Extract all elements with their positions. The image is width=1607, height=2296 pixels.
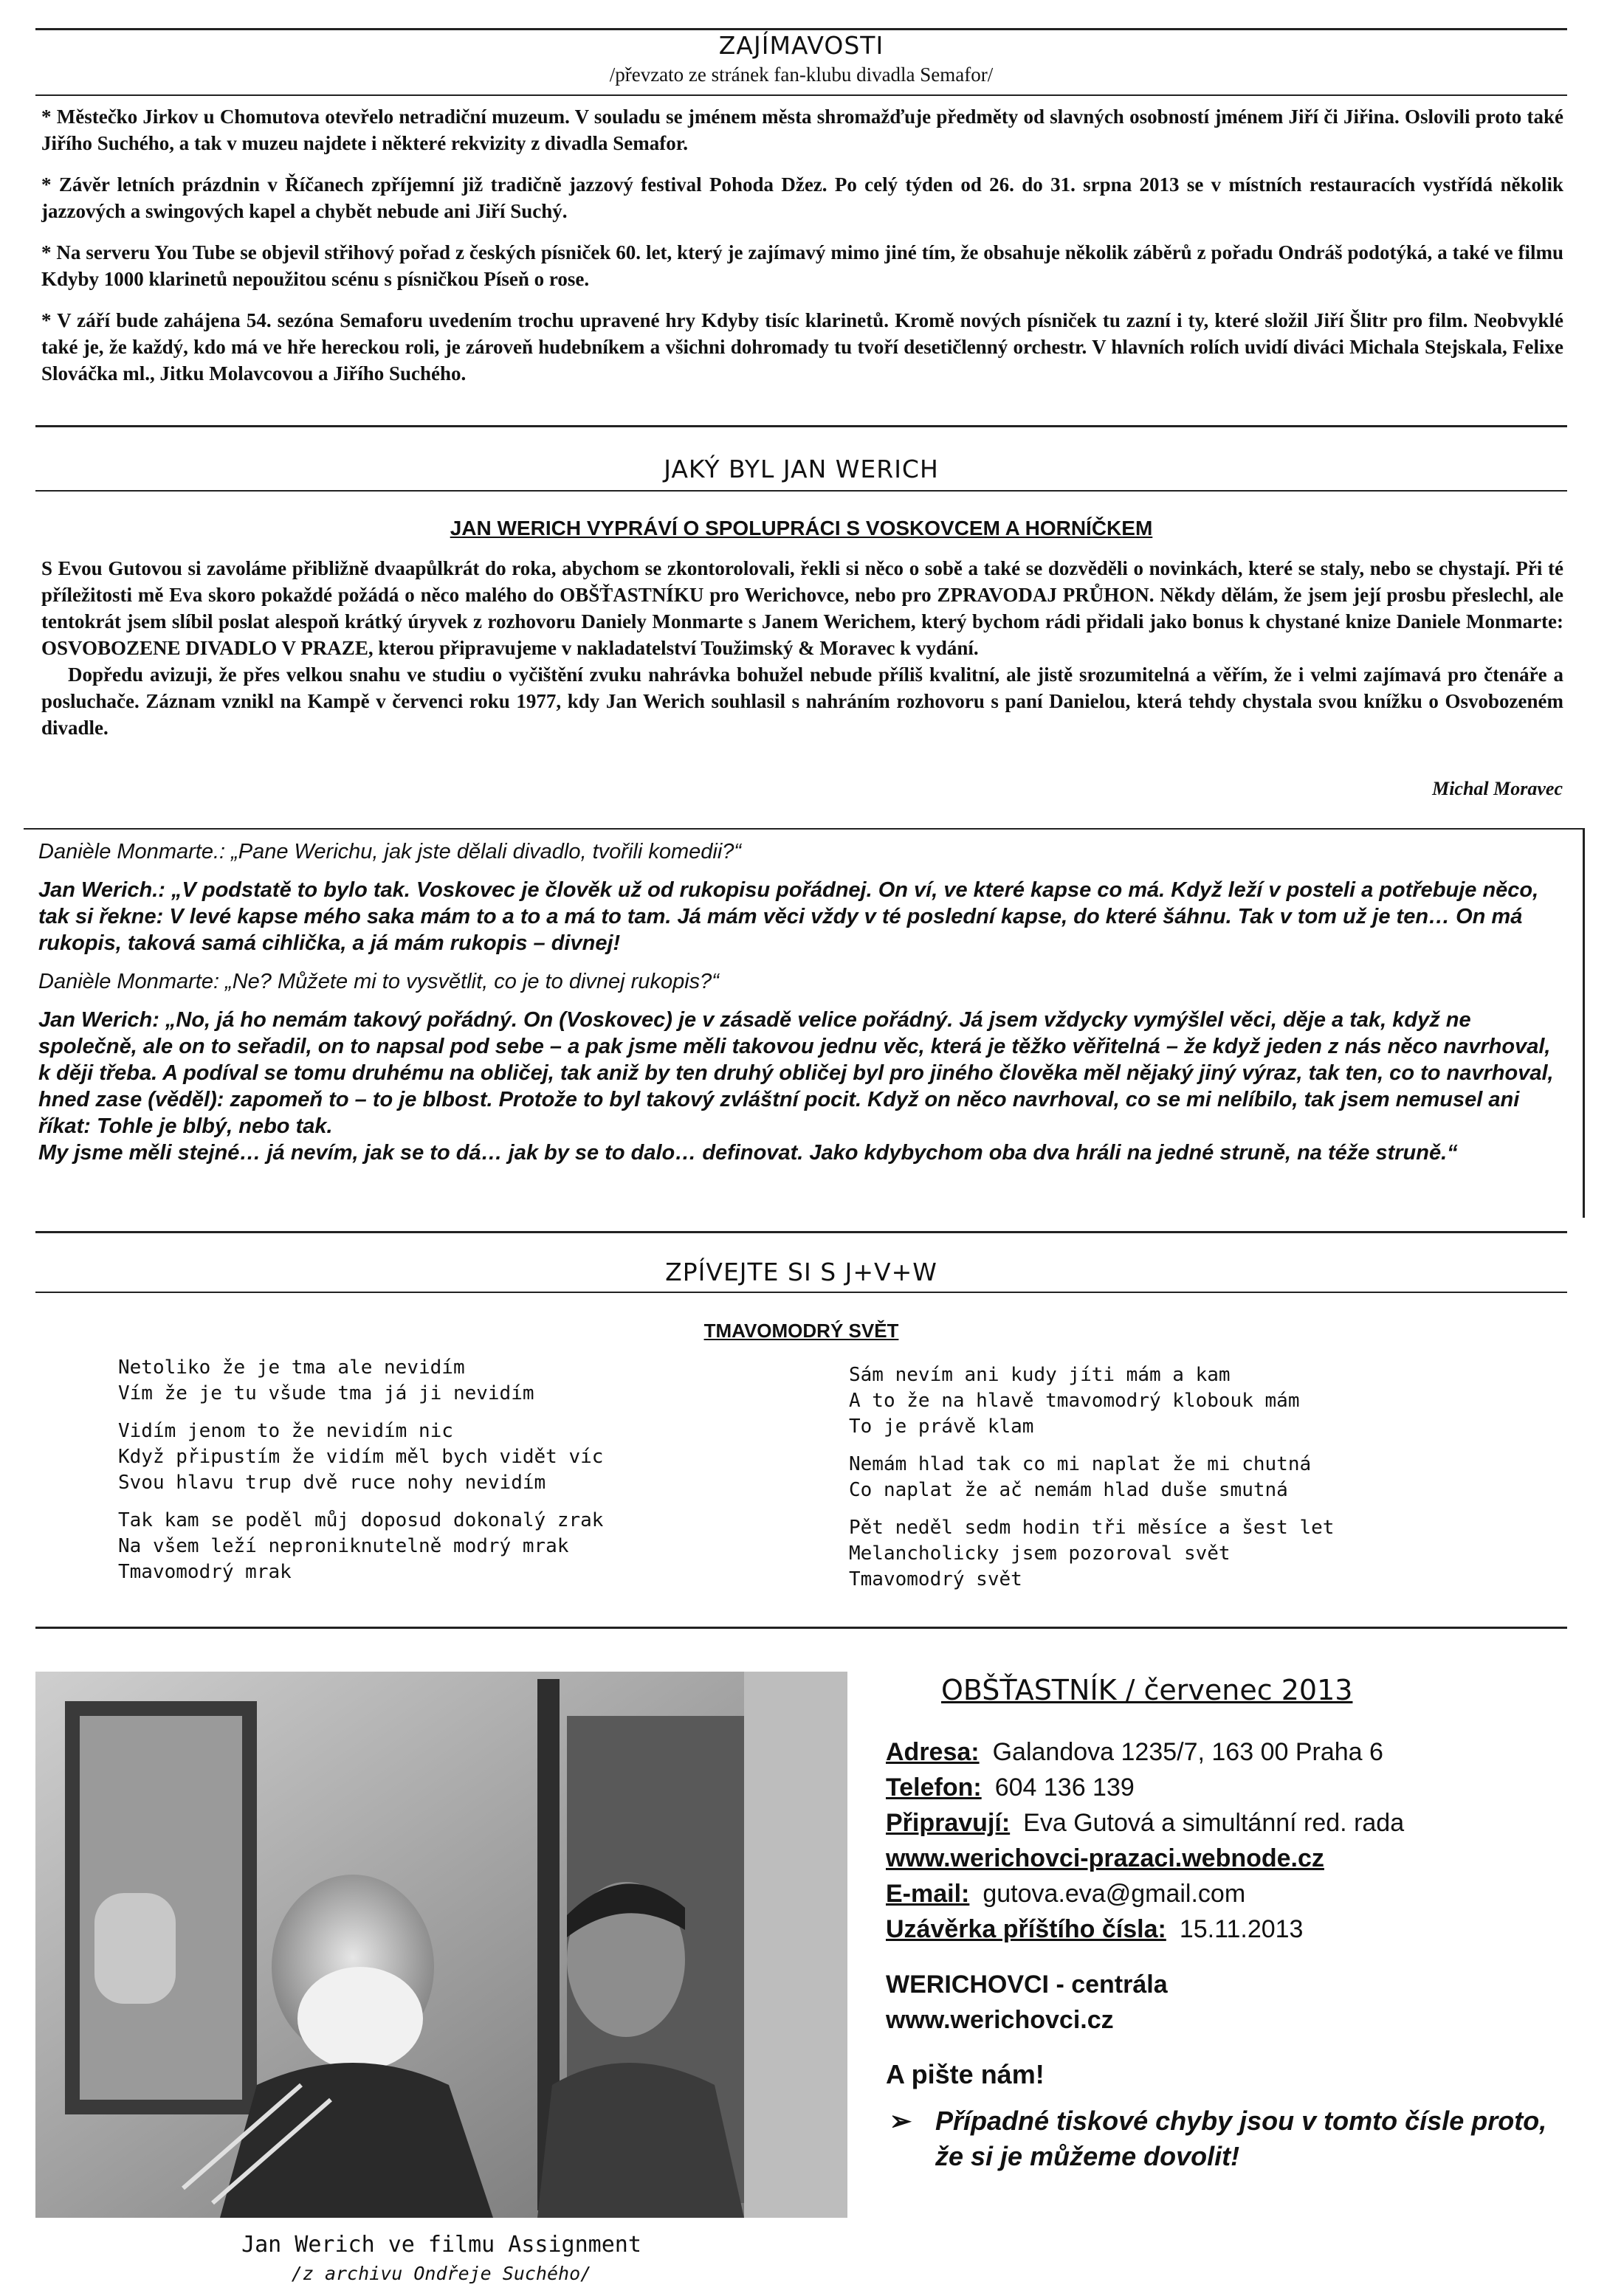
news-item: * Na serveru You Tube se objevil střihový pořad z českých písniček 60. let, který je zajímavý mimo jiné tím, že obsahuje několik záběrů z pořadu Ondráš podotýká, a také ve filmu Kdyby 1000 klarinetů nepoužitou scénu s písničkou Píseň o rose. <box>41 241 1563 290</box>
article-paragraph: Dopředu avizuji, že přes velkou snahu ve studiu o vyčištění zvuku nahrávka bohužel nebude příliš kvalitní, ale jistě srozumitelná a věřím, že i velmi zajímavá pro čtenáře a posluchače. Záznam vznikl na Kampě v červenci roku 1977, kdy Jan Werich souhlasil s nahráním rozhovoru s paní Danielou, která tehdy chystala svou knížku o Osvobozeném divadle. <box>41 663 1563 739</box>
song-stanza <box>118 1508 603 1585</box>
interview-question: Danièle Monmarte: „Ne? Můžete mi to vysvětlit, co je to divnej rukopis?“ <box>38 970 719 993</box>
song-line: Melancholicky jsem pozoroval svět <box>849 1542 1231 1565</box>
prepare-value: Eva Gutová a simultánní red. rada <box>1023 1809 1405 1837</box>
central-name: WERICHOVCI - centrála <box>886 1971 1168 1999</box>
song-right-column <box>849 1362 1334 1604</box>
email-row <box>886 1876 1565 1911</box>
section-rule <box>35 425 1567 427</box>
photo-caption: Jan Werich ve filmu Assignment <box>241 2232 641 2258</box>
song-line: Pět neděl sedm hodin tři měsíce a šest let <box>849 1517 1335 1539</box>
phone-row <box>886 1770 1565 1805</box>
interview-box <box>24 828 1585 1218</box>
song-stanza <box>118 1418 603 1496</box>
song-line: Vím že je tu všude tma já ji nevidím <box>118 1382 534 1404</box>
song-line: Tmavomodrý mrak <box>118 1561 292 1583</box>
article-body <box>41 555 1563 741</box>
top-rule <box>35 28 1567 30</box>
song-line: Na všem leží neproniknutelně modrý mrak <box>118 1535 569 1557</box>
song-line: To je právě klam <box>849 1416 1034 1438</box>
news-item: * V září bude zahájena 54. sezóna Semaforu uvedením trochu upravené hry Kdyby tisíc klarinetů. Kromě nových písniček tu zazní i ty, které složil Jiří Šlitr pro film. Neobvyklé také je, že každý, kdo má ve hře hereckou roli, je zároveň hudebníkem a všichni dohromady tu tvoří desetičlenný orchestr. V hlavních rolích uvidí diváci Michala Stejskala, Felixe Slováčka ml., Jitku Molavcovou a Jiřího Suchého. <box>41 309 1563 385</box>
song-line: Svou hlavu trup dvě ruce nohy nevidím <box>118 1472 546 1494</box>
contact-info <box>886 1734 1565 1947</box>
song-line: Sám nevím ani kudy jíti mám a kam <box>849 1364 1231 1386</box>
deadline-label: Uzávěrka příštího čísla: <box>886 1915 1166 1943</box>
song-stanza <box>849 1515 1334 1593</box>
deadline-value: 15.11.2013 <box>1179 1915 1304 1943</box>
section-rule <box>35 1627 1567 1629</box>
song-line: Co naplat že ač nemám hlad duše smutná <box>849 1479 1288 1501</box>
masthead-title: OBŠŤASTNÍK / červenec 2013 <box>941 1674 1353 1706</box>
typo-note <box>889 2103 1554 2174</box>
news-item: * Závěr letních prázdnin v Říčanech zpříjemní již tradičně jazzový festival Pohoda Džez. Po celý týden od 26. do 31. srpna 2013 se v místních restauracích vystřídá několik jazzových a swingových kapel a chybět nebude ani Jiří Suchý. <box>41 173 1563 222</box>
song-stanza <box>849 1452 1334 1503</box>
song-line: Nemám hlad tak co mi naplat že mi chutná <box>849 1453 1312 1475</box>
email-value[interactable]: gutova.eva@gmail.com <box>983 1880 1246 1908</box>
song-left-column <box>118 1355 603 1597</box>
interview-answer: Jan Werich.: „V podstatě to bylo tak. Voskovec je člověk už od rukopisu pořádnej. On ví, ve které kapse co má. Když leží v posteli a potřebuje něco, tak si řekne: V levé kapse mého saka mám to a to a má to tam. Já mám věci vždy v té poslední kapse, do které šáhnu. Tak v tom už je ten… On má rukopis, taková samá cihlička, a já mám rukopis – divnej! <box>38 878 1539 955</box>
central-info <box>886 1967 1168 2038</box>
song-line: Tmavomodrý svět <box>849 1568 1022 1590</box>
write-us-text: A pište nám! <box>886 2059 1045 2089</box>
song-line: Když připustím že vidím měl bych vidět víc <box>118 1446 604 1468</box>
interview-answer: Jan Werich: „No, já ho nemám takový pořádný. On (Voskovec) je v zásadě velice pořádný. Já jsem vždycky vymýšlel věci, děje a tak, když ne společně, ale on to seřadil, on to napsal pod sebe – a pak jsme měli takovou jednu věc, která je těžko věřitelná – že když jeden z nás něco navrhoval, k ději třeba. A podíval se tomu druhému na obličej, tak aniž by ten druhý obličej byl pro jiného člověka měl nějaký jiný výraz, tak ten, co to navrhoval, hned zase (věděl): zapomeň to – to je blbost. Protože to byl takový zvláštní pocit. Když on něco navrhoval, co se mi nelíbilo, tak jsem nemusel ani říkat: Tohle je blbý, nebo tak. My jsme měli stejné… já nevím, jak se to dá… jak by se to dalo… definovat. Jako kdybychom oba dva hráli na jedné struně, na téže struně.“ <box>38 1008 1554 1165</box>
article-subheading: JAN WERICH VYPRÁVÍ O SPOLUPRÁCI S VOSKOVCEM A HORNÍČKEM <box>450 517 1153 539</box>
zajimavosti-items <box>41 103 1563 401</box>
prepare-label: Připravují: <box>886 1809 1011 1837</box>
article-paragraph: S Evou Gutovou si zavoláme přibližně dvaapůlkrát do roka, abychom se zkontorolovali, řekli si něco o sobě a také se dozvěděli o novinkách, které se staly, nebo se chystají. Při té příležitosti mě Eva skoro pokaždé požádá o něco malého do OBŠŤASTNÍKU pro Werichovce, nebo pro ZPRAVODAJ PRŮHON. Někdy dělám, že jsem její prosbu přeslechl, ale tentokrát jsem slíbil poslat alespoň krátký úryvek z rozhovoru Daniely Monmarte s Janem Werichem, který bychom rádi přidali jako bonus k chystané knize Daniele Monmarte: OSVOBOZENE DIVADLO V PRAZE, kterou připravujeme v nakladatelství Toužimský & Moravec k vydání. <box>41 557 1563 659</box>
subtitle-rule <box>35 94 1567 96</box>
article-author: Michal Moravec <box>1432 778 1563 799</box>
news-item: * Městečko Jirkov u Chomutova otevřelo netradiční muzeum. V souladu se jménem města shromažďuje předměty od slavných osobností jménem Jiří či Jiřina. Oslovili proto také Jiřího Suchého, a tak v muzeu najdete i některé rekvizity z divadla Semafor. <box>41 106 1563 154</box>
address-row <box>886 1734 1565 1770</box>
photo-illustration <box>35 1672 847 2218</box>
song-stanza <box>849 1362 1334 1440</box>
address-value: Galandova 1235/7, 163 00 Praha 6 <box>992 1738 1383 1766</box>
address-label: Adresa: <box>886 1738 980 1766</box>
deadline-row <box>886 1911 1565 1947</box>
central-web[interactable]: www.werichovci.cz <box>886 2006 1114 2034</box>
section-title-song: ZPÍVEJTE SI S J+V+W <box>665 1258 937 1286</box>
section-title-zajimavosti: ZAJÍMAVOSTI <box>718 31 884 60</box>
phone-label: Telefon: <box>886 1773 982 1802</box>
song-line: Tak kam se poděl můj doposud dokonalý zrak <box>118 1509 604 1531</box>
photo-credit: /z archivu Ondřeje Suchého/ <box>291 2263 592 2284</box>
section-rule <box>35 1231 1567 1233</box>
web-row <box>886 1841 1565 1876</box>
phone-value: 604 136 139 <box>994 1773 1135 1802</box>
song-line: Netoliko že je tma ale nevidím <box>118 1356 465 1379</box>
song-line: A to že na hlavě tmavomodrý klobouk mám <box>849 1390 1300 1412</box>
section-title-rule <box>35 490 1567 492</box>
arrow-bullet-icon: ➢ <box>889 2106 912 2136</box>
section-title-rule <box>35 1292 1567 1293</box>
interview-question: Danièle Monmarte.: „Pane Werichu, jak jste dělali divadlo, tvořili komedii?“ <box>38 840 742 863</box>
web-link[interactable]: www.werichovci-prazaci.webnode.cz <box>886 1844 1324 1872</box>
section-title-werich: JAKÝ BYL JAN WERICH <box>664 455 939 483</box>
section-subtitle-zajimavosti: /převzato ze stránek fan-klubu divadla Semafor/ <box>609 63 994 86</box>
prepare-row <box>886 1805 1565 1841</box>
song-title: TMAVOMODRÝ SVĚT <box>703 1320 899 1342</box>
email-label: E-mail: <box>886 1880 970 1908</box>
song-line: Vidím jenom to že nevidím nic <box>118 1420 453 1442</box>
song-stanza <box>118 1355 603 1407</box>
film-still-photo <box>35 1672 847 2218</box>
typo-note-text: Případné tiskové chyby jsou v tomto čísle proto, že si je můžeme dovolit! <box>935 2106 1547 2171</box>
